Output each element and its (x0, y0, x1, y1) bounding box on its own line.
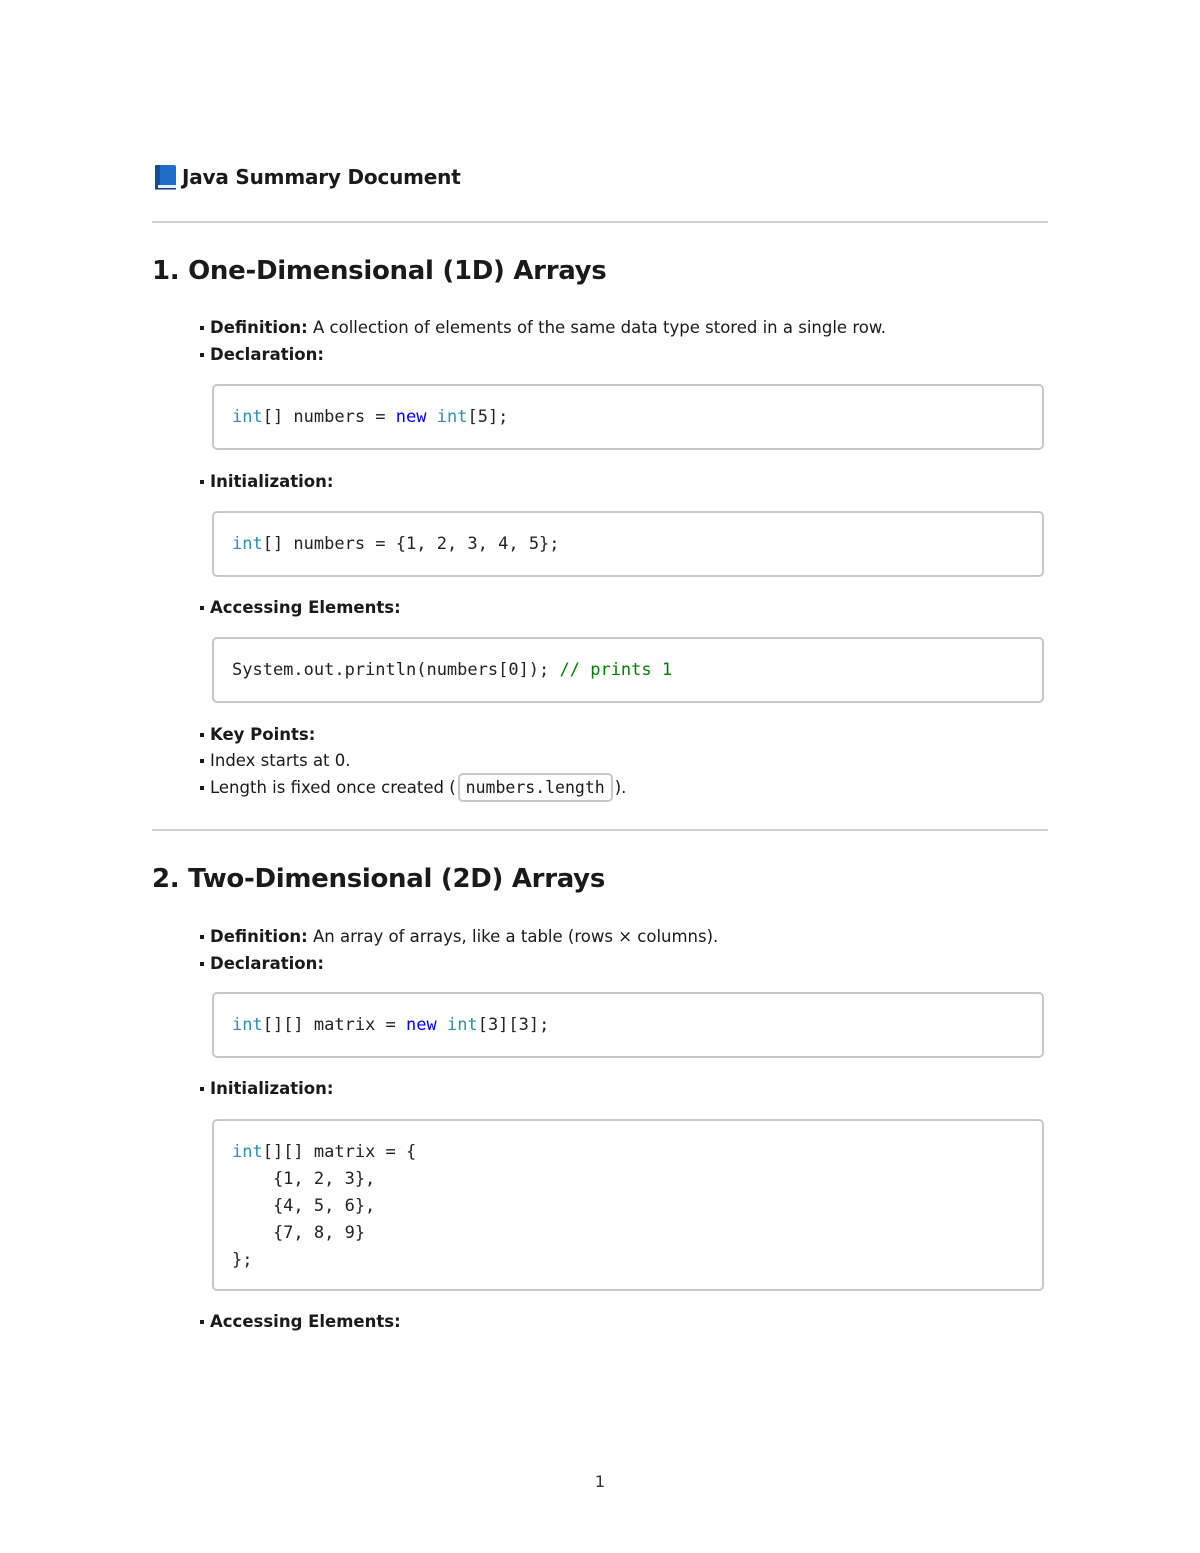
bullet-dot (200, 480, 204, 484)
code-block-initialization (212, 1119, 1044, 1291)
bullet-dot (200, 759, 204, 763)
horizontal-rule (152, 829, 1048, 831)
code-text: System.out.println(numbers[0]); (232, 660, 560, 680)
type-keyword: int (232, 407, 263, 427)
bullet-initialization (200, 1078, 334, 1100)
bullet-key-points (200, 724, 315, 746)
definition-label: Definition: (210, 318, 308, 337)
code-text: [] numbers = (262, 407, 396, 427)
code-line (232, 1139, 1024, 1166)
key-point-text: Index starts at 0. (210, 751, 351, 770)
definition-text: A collection of elements of the same data type stored in a single row. (307, 318, 887, 337)
bullet-dot (200, 733, 204, 737)
bullet-key-point-index (200, 750, 351, 772)
code-line: {1, 2, 3}, (232, 1169, 376, 1189)
horizontal-rule (152, 221, 1048, 223)
code-line: {7, 8, 9} (232, 1223, 366, 1243)
new-keyword: new (406, 1015, 437, 1035)
accessing-label: Accessing Elements: (210, 1312, 401, 1331)
type-keyword: int (436, 407, 468, 427)
code-comment: // prints 1 (559, 660, 673, 680)
bullet-dot (200, 1320, 204, 1324)
new-keyword: new (395, 407, 427, 427)
section-heading-1d-arrays: 1. One-Dimensional (1D) Arrays (152, 256, 607, 286)
page-number: 1 (594, 1472, 606, 1491)
bullet-key-point-length (200, 777, 626, 799)
type-keyword: int (232, 1142, 263, 1162)
declaration-label: Declaration: (210, 345, 324, 364)
blue-book-icon (152, 163, 178, 191)
bullet-definition (200, 926, 718, 948)
code-block-initialization (212, 511, 1044, 577)
declaration-label: Declaration: (210, 954, 324, 973)
type-keyword: int (232, 534, 263, 554)
code-line: {4, 5, 6}, (232, 1196, 376, 1216)
bullet-dot (200, 935, 204, 939)
initialization-label: Initialization: (210, 1079, 334, 1098)
bullet-declaration (200, 344, 324, 366)
bullet-dot (200, 606, 204, 610)
code-block-declaration (212, 384, 1044, 450)
key-point-text: Length is fixed once created ( (210, 778, 456, 797)
code-block-declaration (212, 992, 1044, 1058)
type-keyword: int (232, 1015, 263, 1035)
bullet-initialization (200, 471, 334, 493)
definition-text: An array of arrays, like a table (rows × columns). (307, 927, 719, 946)
bullet-dot (200, 786, 204, 790)
bullet-accessing-elements (200, 597, 401, 619)
bullet-definition (200, 317, 886, 339)
code-line: }; (232, 1250, 253, 1270)
code-text: [3][3]; (477, 1015, 550, 1035)
document-title: Java Summary Document (182, 165, 461, 189)
bullet-dot (200, 353, 204, 357)
code-text: [] numbers = {1, 2, 3, 4, 5}; (262, 534, 560, 554)
code-text: [][] matrix = { (262, 1142, 417, 1162)
code-line (232, 404, 1024, 431)
code-line (232, 657, 1024, 684)
document-title-row (152, 160, 461, 194)
code-block-accessing (212, 637, 1044, 703)
accessing-label: Accessing Elements: (210, 598, 401, 617)
type-keyword: int (446, 1015, 478, 1035)
inline-code: numbers.length (458, 773, 613, 802)
bullet-dot (200, 962, 204, 966)
key-points-label: Key Points: (210, 725, 316, 744)
bullet-dot (200, 1087, 204, 1091)
bullet-dot (200, 326, 204, 330)
key-point-text: ). (614, 778, 627, 797)
bullet-declaration (200, 953, 324, 975)
code-text: [5]; (467, 407, 509, 427)
code-line (232, 1012, 1024, 1039)
definition-label: Definition: (210, 927, 308, 946)
code-line (232, 531, 1024, 558)
initialization-label: Initialization: (210, 472, 334, 491)
bullet-accessing-elements (200, 1311, 401, 1333)
code-text: [][] matrix = (262, 1015, 407, 1035)
section-heading-2d-arrays: 2. Two-Dimensional (2D) Arrays (152, 864, 605, 894)
